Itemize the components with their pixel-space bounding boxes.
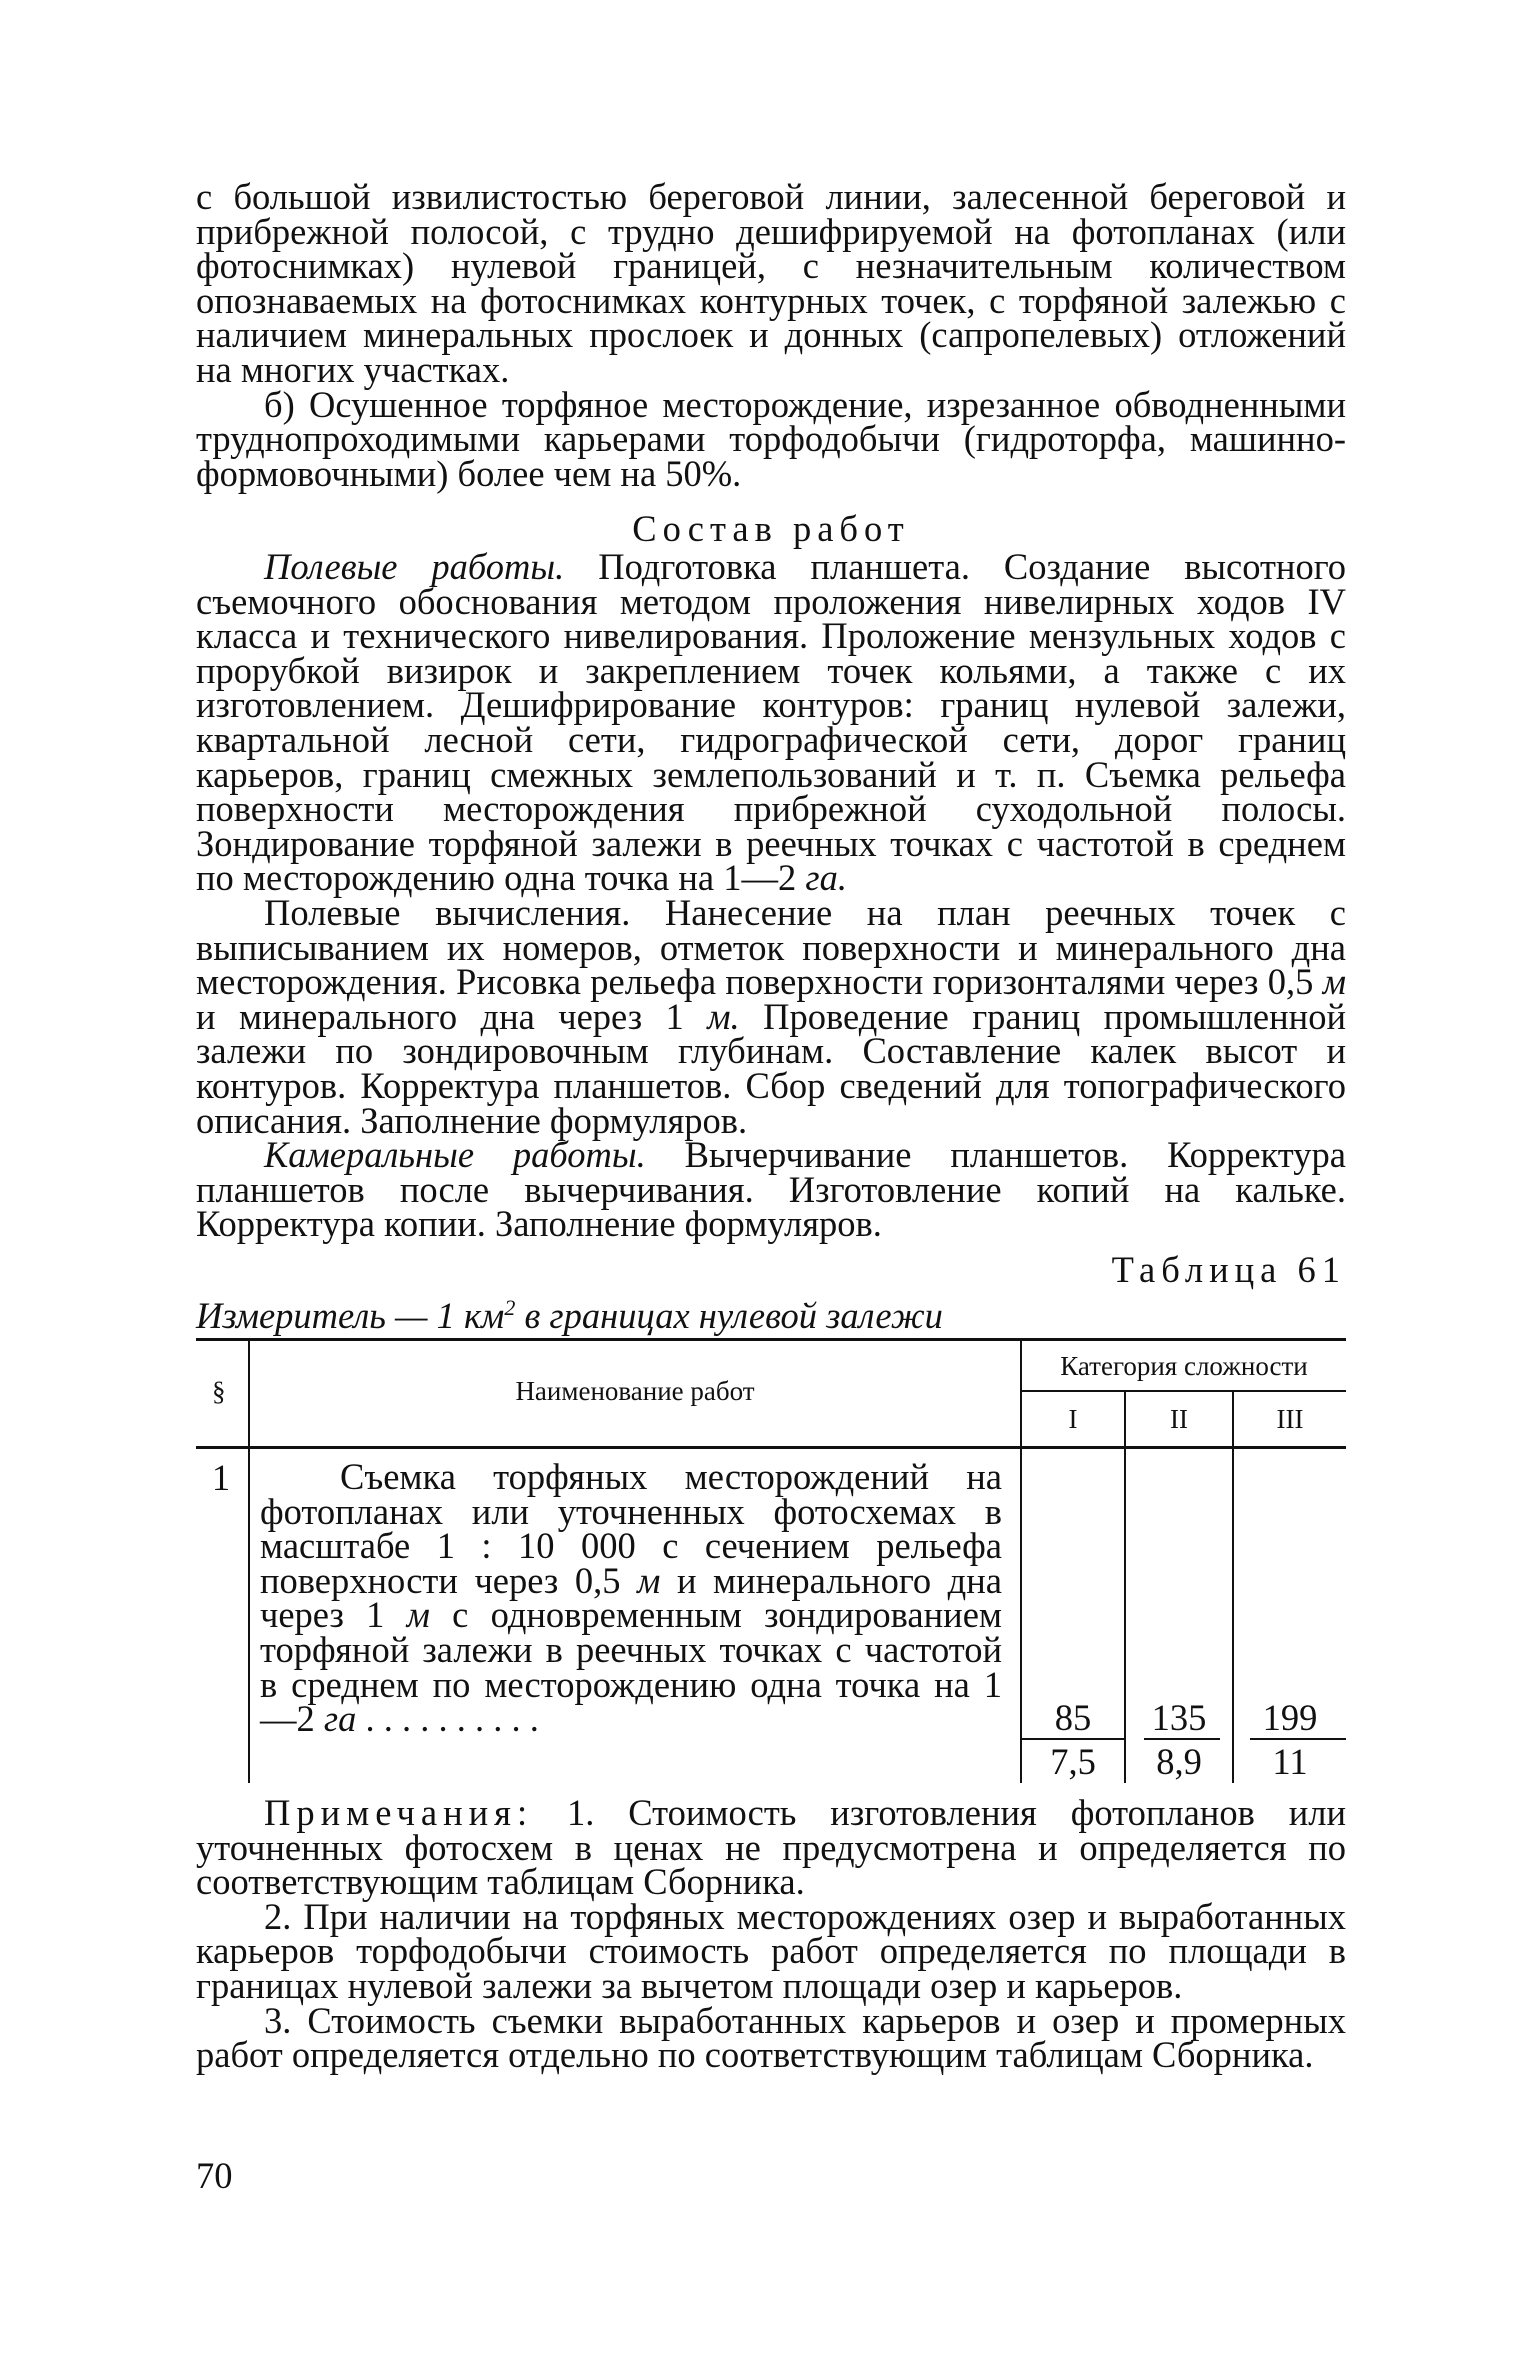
value-cat3-top: 199 xyxy=(1262,1697,1318,1738)
field-works-paragraph xyxy=(196,546,1347,899)
note-2: 2. При наличии на торфяных месторождениях озер и выработанных карьеров торфодобычи стоимость работ определяется по площади в границах нулевой залежи за вычетом площади озер и карьеров. xyxy=(196,1895,1346,2006)
row-section-number: 1 xyxy=(211,1457,231,1498)
field-calc-text-3: Проведение границ промышленной залежи по зондировочным глубинам. Составление калек высот и контуров. Корректура планшетов. Сбор сведений для топографического описания. Заполнение формуляров. xyxy=(196,995,1346,1141)
table-notes xyxy=(196,1792,1346,2076)
office-works-paragraph xyxy=(196,1134,1346,1245)
value-cat3-bottom: 11 xyxy=(1272,1741,1308,1782)
value-cat1-top: 85 xyxy=(1054,1697,1092,1738)
section-heading: Состав работ xyxy=(632,508,910,549)
row-unit-3: га xyxy=(323,1698,357,1740)
field-works-text: Подготовка планшета. Создание высотного съемочного обоснования методом проложения нивелирных ходов IV класса и технического нивелирования. Проложение мензульных ходов с прорубкой визирок и закреплением точек кольями, а также с их изготовлением. Дешифрирование контуров: границ нулевой залежи, квартальной лесной сети, гидрографической сети, дорог границ карьеров, границ смежных землепользований и т. п. Съемка рельефа поверхности месторождения прибрежной суходольной полосы. Зондирование торфяной залежи в реечных точках с частотой в среднем по месторождению одна точка на 1—2 xyxy=(196,546,1347,899)
table-label: Таблица 61 xyxy=(1111,1249,1346,1290)
office-works-label: Камеральные работы. xyxy=(264,1134,646,1176)
header-section: § xyxy=(212,1376,226,1406)
category-header-rule xyxy=(1022,1390,1346,1392)
header-category-1: I xyxy=(1068,1404,1078,1434)
row-unit-2: м xyxy=(406,1594,430,1636)
note-3: 3. Стоимость съемки выработанных карьеров и озер и промерных работ определяется отдельно по соответствующим таблицам Сборника. xyxy=(196,1999,1346,2076)
work-cost-table xyxy=(196,1338,1346,1783)
field-calc-text-2: и минерального дна через 1 xyxy=(196,995,708,1037)
table-top-rule xyxy=(196,1338,1346,1341)
header-category: Категория сложности xyxy=(1060,1351,1308,1381)
value-cat1-bottom: 7,5 xyxy=(1050,1741,1096,1782)
office-works-text: Вычерчивание планшетов. Корректура планшетов после вычерчивания. Изготовление копий на кальке. Корректура копии. Заполнение формуляров. xyxy=(196,1134,1346,1245)
intro-text xyxy=(196,176,1346,494)
header-bottom-rule xyxy=(196,1446,1346,1449)
row-dots: . . . . . . . . . . xyxy=(356,1698,539,1740)
row-text-mid: и минерального дна через 1 xyxy=(260,1559,1002,1636)
row-description xyxy=(260,1456,1002,1740)
fraction-rule-1 xyxy=(1022,1738,1124,1740)
value-cat2-top: 135 xyxy=(1151,1697,1207,1738)
intro-paragraph-b: б) Осушенное торфяное месторождение, изрезанное обводненными труднопроходимыми карьерами торфодобычи (гидроторфа, машинно-формовочными) более чем на 50%. xyxy=(196,383,1346,494)
measure-prefix: Измеритель — 1 км xyxy=(196,1295,505,1337)
field-calc-paragraph xyxy=(196,891,1346,1141)
table-measure-unit xyxy=(196,1288,943,1336)
field-works-unit: га. xyxy=(805,857,847,899)
fraction-rule-2 xyxy=(1144,1738,1220,1740)
header-name: Наименование работ xyxy=(515,1376,755,1406)
page-number: 70 xyxy=(196,2155,233,2196)
value-cat2-bottom: 8,9 xyxy=(1156,1741,1202,1782)
fraction-rule-3 xyxy=(1250,1738,1346,1740)
field-works-label: Полевые работы. xyxy=(264,546,565,587)
row-unit-1: м xyxy=(637,1559,661,1601)
header-category-2: II xyxy=(1170,1404,1188,1434)
works-text xyxy=(196,546,1347,1245)
row-text-end: с одновременным зондированием торфяной залежи в реечных точках с частотой в среднем по месторождению одна точка на 1—2 xyxy=(260,1594,1002,1740)
notes-label: Примечания: xyxy=(264,1792,534,1833)
note-1 xyxy=(196,1792,1346,1903)
field-calc-unit-1: м xyxy=(1322,961,1346,1003)
measure-suffix: в границах нулевой залежи xyxy=(515,1295,943,1337)
note-1-text: 1. Стоимость изготовления фотопланов или уточненных фотосхем в ценах не предусмотрена и определяется по соответствующим таблицам Сборника. xyxy=(196,1792,1346,1903)
header-category-3: III xyxy=(1276,1404,1304,1434)
field-calc-text-1: Полевые вычисления. Нанесение на план реечных точек с выписыванием их номеров, отметок поверхности и минерального дна месторождения. Рисовка рельефа поверхности горизонталями через 0,5 xyxy=(196,891,1346,1003)
row-text-main: Съемка торфяных месторождений на фотопланах или уточненных фотосхемах в масштабе 1 : 10 000 с сечением рельефа поверхности через 0,5 xyxy=(260,1456,1002,1601)
field-calc-unit-2: м. xyxy=(707,995,740,1037)
intro-paragraph-a: с большой извилистостью береговой линии, залесенной береговой и прибрежной полосой, с трудно дешифрируемой на фотопланах (или фотоснимках) нулевой границей, с незначительным количеством опознаваемых на фотоснимках контурных точек, с торфяной залежью с наличием минеральных прослоек и донных (сапропелевых) отложений на многих участках. xyxy=(196,176,1346,390)
measure-sup: 2 xyxy=(504,1295,516,1320)
